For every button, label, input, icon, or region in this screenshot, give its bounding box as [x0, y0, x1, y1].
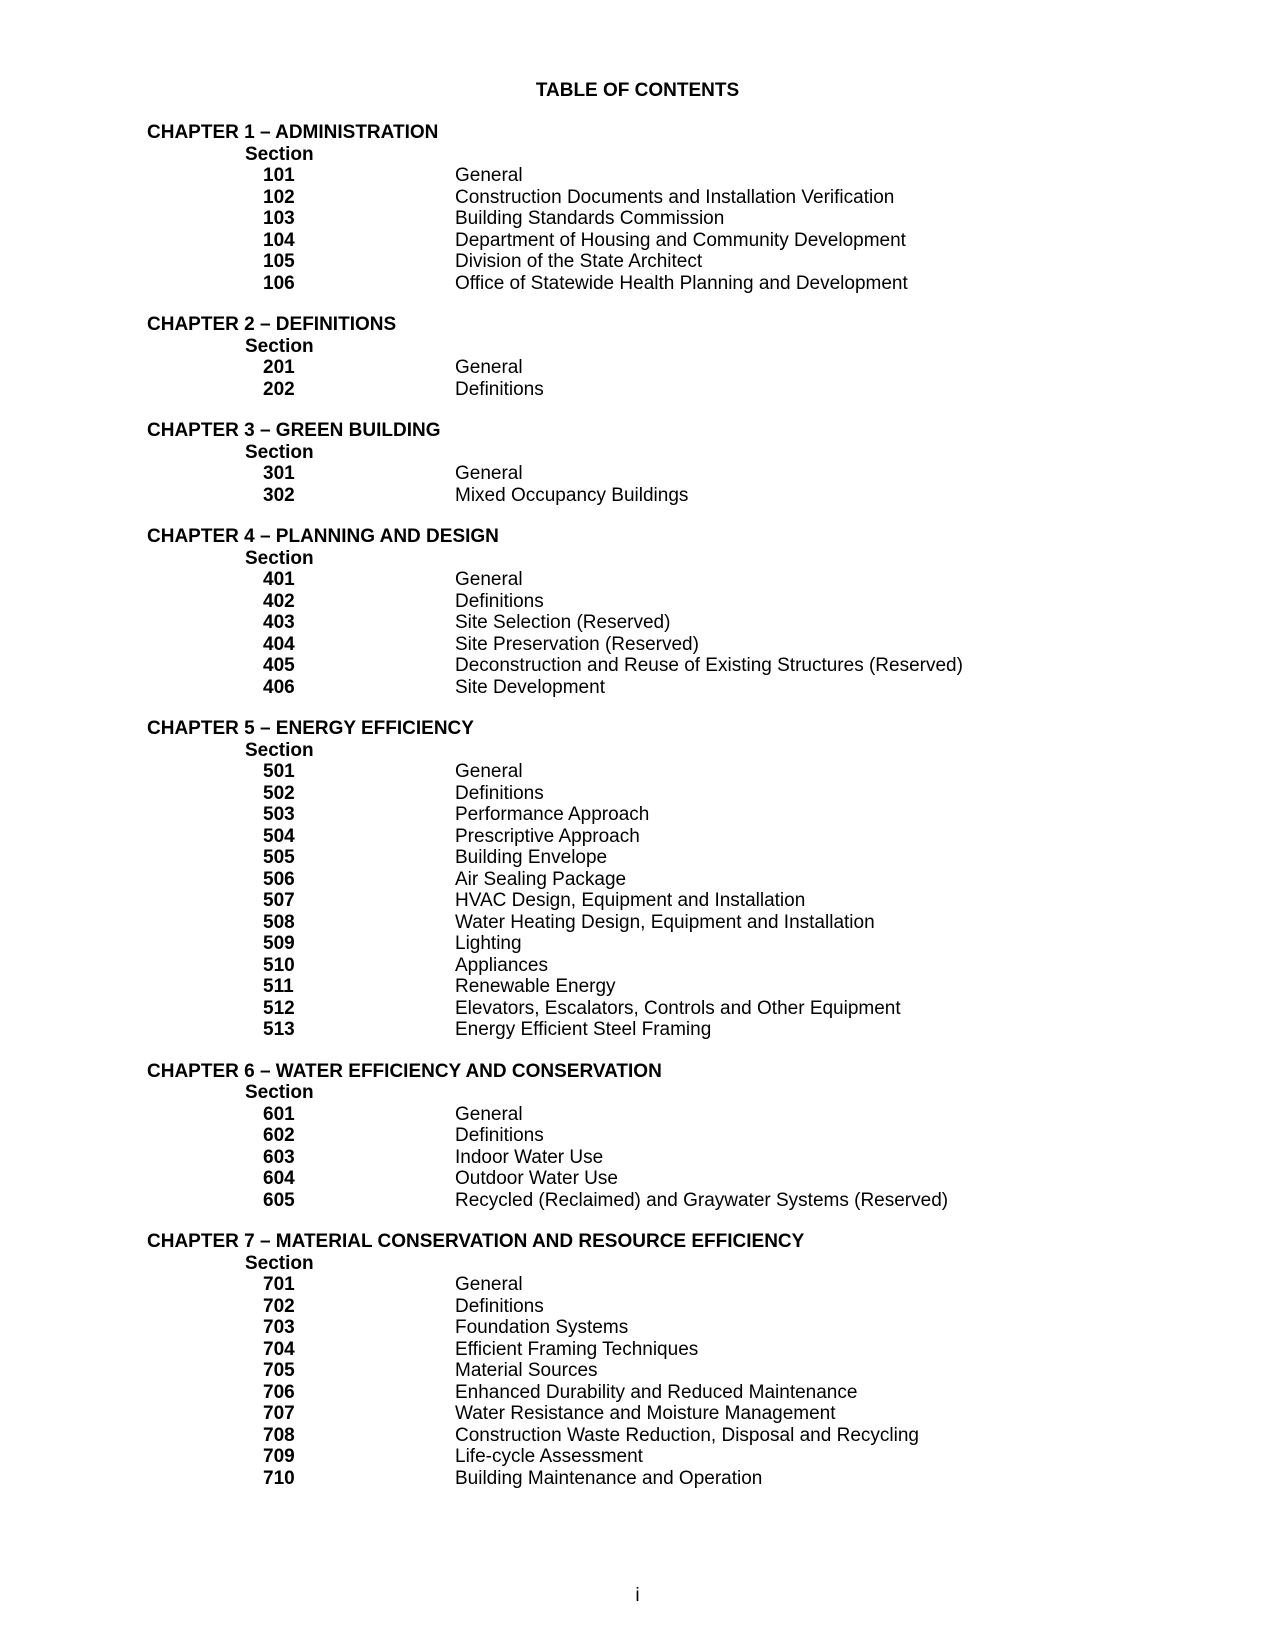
section-title: Building Standards Commission	[455, 208, 725, 229]
toc-entry	[147, 869, 1147, 891]
section-number: 701	[263, 1274, 295, 1295]
section-number: 603	[263, 1146, 295, 1168]
section-label: Section	[245, 547, 314, 569]
section-number: 101	[263, 165, 295, 186]
chapter-heading: CHAPTER 5 – ENERGY EFFICIENCY	[147, 718, 474, 739]
section-title: Material Sources	[455, 1360, 598, 1381]
toc-entry	[147, 783, 1147, 805]
toc-entry	[147, 463, 1147, 485]
section-title: Building Maintenance and Operation	[455, 1467, 763, 1489]
chapter-block	[147, 718, 1147, 1041]
section-title: Appliances	[455, 954, 548, 976]
toc-entry	[147, 230, 1147, 252]
section-number: 302	[263, 484, 295, 506]
section-title: General	[455, 1274, 523, 1295]
chapter-block	[147, 314, 1147, 400]
section-number: 106	[263, 272, 295, 294]
section-label: Section	[245, 1082, 314, 1103]
toc-entry	[147, 955, 1147, 977]
section-number: 510	[263, 954, 295, 976]
toc-entry	[147, 1360, 1147, 1382]
section-number: 505	[263, 847, 295, 868]
toc-entry	[147, 1190, 1147, 1212]
section-number: 708	[263, 1424, 295, 1446]
section-title: Life-cycle Assessment	[455, 1446, 643, 1467]
toc-entry	[147, 634, 1147, 656]
toc-entry	[147, 826, 1147, 848]
toc-entry	[147, 1403, 1147, 1425]
chapter-block	[147, 420, 1147, 506]
section-number: 512	[263, 997, 295, 1019]
section-number: 105	[263, 251, 295, 272]
chapter-block	[147, 1061, 1147, 1212]
toc-entry	[147, 485, 1147, 507]
chapter-block	[147, 1231, 1147, 1489]
section-title: Enhanced Durability and Reduced Maintenance	[455, 1381, 858, 1403]
section-title: Site Preservation (Reserved)	[455, 633, 699, 655]
section-number: 504	[263, 825, 295, 847]
toc-entry	[147, 933, 1147, 955]
toc-entry	[147, 612, 1147, 634]
toc-entry	[147, 804, 1147, 826]
toc-entry	[147, 1125, 1147, 1147]
section-number: 102	[263, 186, 295, 208]
section-number: 501	[263, 761, 295, 782]
section-number: 605	[263, 1189, 295, 1211]
toc-entry	[147, 379, 1147, 401]
section-title: Air Sealing Package	[455, 868, 627, 890]
section-title: Definitions	[455, 782, 544, 804]
section-number: 103	[263, 208, 295, 229]
section-number: 703	[263, 1317, 295, 1338]
toc-entry	[147, 1339, 1147, 1361]
section-number: 513	[263, 1019, 295, 1040]
section-number: 508	[263, 911, 295, 933]
section-label: Section	[245, 335, 314, 357]
toc-entry	[147, 591, 1147, 613]
section-title: General	[455, 165, 523, 186]
section-title: Office of Statewide Health Planning and Development	[455, 272, 908, 294]
toc-entry	[147, 165, 1147, 187]
toc-entry	[147, 847, 1147, 869]
toc-entry	[147, 1147, 1147, 1169]
section-number: 705	[263, 1360, 295, 1381]
section-number: 202	[263, 378, 295, 400]
section-title: General	[455, 1103, 523, 1125]
toc-entry	[147, 677, 1147, 699]
section-title: General	[455, 761, 523, 782]
section-number: 507	[263, 890, 295, 911]
section-title: Construction Waste Reduction, Disposal and Recycling	[455, 1424, 919, 1446]
section-number: 704	[263, 1338, 295, 1360]
section-number: 104	[263, 229, 295, 251]
toc-entry	[147, 1446, 1147, 1468]
chapter-heading: CHAPTER 6 – WATER EFFICIENCY AND CONSERVATION	[147, 1060, 662, 1082]
chapter-heading: CHAPTER 3 – GREEN BUILDING	[147, 420, 441, 441]
toc-entry	[147, 1425, 1147, 1447]
section-title: Lighting	[455, 933, 522, 954]
section-number: 602	[263, 1125, 295, 1146]
section-title: Prescriptive Approach	[455, 825, 640, 847]
section-number: 301	[263, 463, 295, 484]
toc-entry	[147, 251, 1147, 273]
section-number: 709	[263, 1446, 295, 1467]
section-number: 706	[263, 1381, 295, 1403]
section-title: General	[455, 357, 523, 378]
chapter-heading: CHAPTER 2 – DEFINITIONS	[147, 314, 397, 335]
section-number: 201	[263, 357, 295, 378]
page-title: TABLE OF CONTENTS	[535, 80, 740, 101]
section-title: Elevators, Escalators, Controls and Other Equipment	[455, 997, 901, 1019]
section-title: Renewable Energy	[455, 976, 616, 997]
toc-entry	[147, 912, 1147, 934]
table-of-contents	[147, 122, 1147, 1509]
chapter-block	[147, 122, 1147, 294]
section-number: 403	[263, 612, 295, 633]
section-title: Outdoor Water Use	[455, 1168, 618, 1189]
toc-entry	[147, 1317, 1147, 1339]
section-title: General	[455, 569, 523, 590]
toc-entry	[147, 1468, 1147, 1490]
section-title: Deconstruction and Reuse of Existing Structures (Reserved)	[455, 655, 963, 676]
toc-entry	[147, 569, 1147, 591]
section-number: 710	[263, 1467, 295, 1489]
toc-entry	[147, 976, 1147, 998]
section-number: 506	[263, 868, 295, 890]
section-title: Water Resistance and Moisture Management	[455, 1403, 836, 1424]
toc-entry	[147, 1019, 1147, 1041]
section-number: 707	[263, 1403, 295, 1424]
toc-entry	[147, 208, 1147, 230]
section-title: Department of Housing and Community Development	[455, 229, 906, 251]
section-title: Definitions	[455, 1295, 544, 1317]
toc-entry	[147, 998, 1147, 1020]
section-title: General	[455, 463, 523, 484]
section-title: Definitions	[455, 378, 544, 400]
chapter-heading: CHAPTER 7 – MATERIAL CONSERVATION AND RESOURCE EFFICIENCY	[147, 1231, 805, 1252]
section-number: 402	[263, 590, 295, 612]
section-title: Efficient Framing Techniques	[455, 1338, 699, 1360]
toc-entry	[147, 1168, 1147, 1190]
chapter-heading: CHAPTER 4 – PLANNING AND DESIGN	[147, 526, 499, 547]
section-label: Section	[245, 143, 314, 165]
chapter-heading: CHAPTER 1 – ADMINISTRATION	[147, 122, 439, 143]
section-number: 601	[263, 1103, 295, 1125]
section-title: Recycled (Reclaimed) and Graywater Systems (Reserved)	[455, 1189, 949, 1211]
section-title: Site Development	[455, 676, 605, 698]
toc-entry	[147, 1274, 1147, 1296]
section-title: Mixed Occupancy Buildings	[455, 484, 689, 506]
section-number: 503	[263, 804, 295, 825]
toc-entry	[147, 761, 1147, 783]
section-title: Definitions	[455, 590, 544, 612]
section-title: Division of the State Architect	[455, 251, 703, 272]
section-number: 406	[263, 676, 295, 698]
toc-entry	[147, 1296, 1147, 1318]
toc-entry	[147, 890, 1147, 912]
section-title: Performance Approach	[455, 804, 650, 825]
section-title: Foundation Systems	[455, 1317, 629, 1338]
section-number: 511	[263, 976, 294, 997]
section-title: Definitions	[455, 1125, 544, 1146]
section-number: 405	[263, 655, 295, 676]
section-number: 401	[263, 569, 295, 590]
section-label: Section	[245, 1252, 314, 1274]
section-title: Site Selection (Reserved)	[455, 612, 671, 633]
section-label: Section	[245, 441, 314, 463]
section-label: Section	[245, 739, 314, 761]
section-number: 509	[263, 933, 295, 954]
chapter-block	[147, 526, 1147, 698]
page-number: i	[635, 1585, 640, 1606]
toc-entry	[147, 187, 1147, 209]
toc-entry	[147, 655, 1147, 677]
section-number: 702	[263, 1295, 295, 1317]
section-title: Building Envelope	[455, 847, 608, 868]
section-title: Construction Documents and Installation Verification	[455, 186, 895, 208]
toc-entry	[147, 273, 1147, 295]
toc-entry	[147, 1104, 1147, 1126]
toc-entry	[147, 357, 1147, 379]
toc-entry	[147, 1382, 1147, 1404]
section-title: Indoor Water Use	[455, 1146, 604, 1168]
section-number: 604	[263, 1168, 295, 1189]
section-number: 502	[263, 782, 295, 804]
section-title: HVAC Design, Equipment and Installation	[455, 890, 806, 911]
section-title: Water Heating Design, Equipment and Installation	[455, 911, 875, 933]
section-title: Energy Efficient Steel Framing	[455, 1019, 712, 1040]
section-number: 404	[263, 633, 295, 655]
